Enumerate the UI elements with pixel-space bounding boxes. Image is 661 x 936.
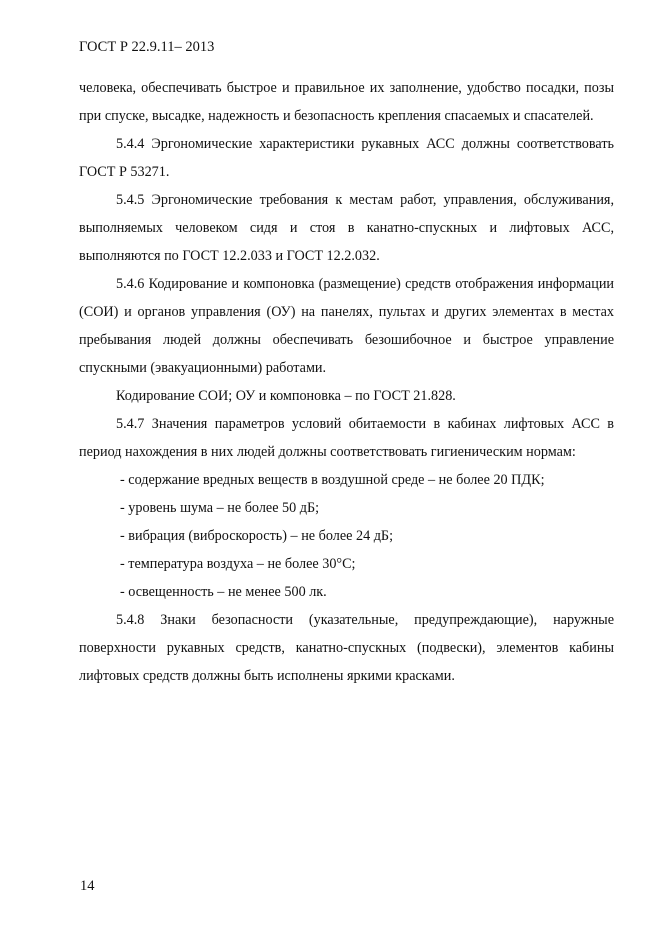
- paragraph-5-4-4: 5.4.4 Эргономические характеристики рукавных АСС должны соответствовать ГОСТ Р 53271.: [79, 136, 614, 180]
- document-header: ГОСТ Р 22.9.11– 2013: [79, 39, 215, 55]
- paragraph-5-4-7: 5.4.7 Значения параметров условий обитаемости в кабинах лифтовых АСС в период нахождения в них людей должны соответствовать гигиеническим нормам:: [79, 416, 614, 460]
- page-number: 14: [80, 878, 95, 894]
- list-item: - уровень шума – не более 50 дБ;: [120, 500, 320, 516]
- list-item: - температура воздуха – не более 30°С;: [120, 556, 356, 572]
- paragraph-5-4-8: 5.4.8 Знаки безопасности (указательные, предупреждающие), наружные поверхности рукавных средств, канатно-спускных (подвески), элементов кабины лифтовых средств должны быть исполнены яркими красками.: [79, 612, 614, 684]
- list-item: - вибрация (виброскорость) – не более 24 дБ;: [120, 528, 394, 544]
- paragraph-continuation: человека, обеспечивать быстрое и правильное их заполнение, удобство посадки, позы при спуске, высадке, надежность и безопасность крепления спасаемых и спасателей.: [79, 80, 614, 124]
- norms-list: [79, 466, 614, 606]
- paragraph-coding: Кодирование СОИ; ОУ и компоновка – по ГОСТ 21.828.: [116, 388, 456, 404]
- list-item: - освещенность – не менее 500 лк.: [120, 584, 327, 600]
- paragraph-5-4-5: 5.4.5 Эргономические требования к местам работ, управления, обслуживания, выполняемых человеком сидя и стоя в канатно-спускных и лифтовых АСС, выполняются по ГОСТ 12.2.033 и ГОСТ 12.2.032.: [79, 192, 614, 264]
- list-item: - содержание вредных веществ в воздушной среде – не более 20 ПДК;: [120, 472, 545, 488]
- document-body: [79, 74, 614, 690]
- paragraph-5-4-6: 5.4.6 Кодирование и компоновка (размещение) средств отображения информации (СОИ) и органов управления (ОУ) на панелях, пультах и других элементах в местах пребывания людей должны обеспечивать безошибочное и быстрое управление спускными (эвакуационными) работами.: [79, 276, 614, 376]
